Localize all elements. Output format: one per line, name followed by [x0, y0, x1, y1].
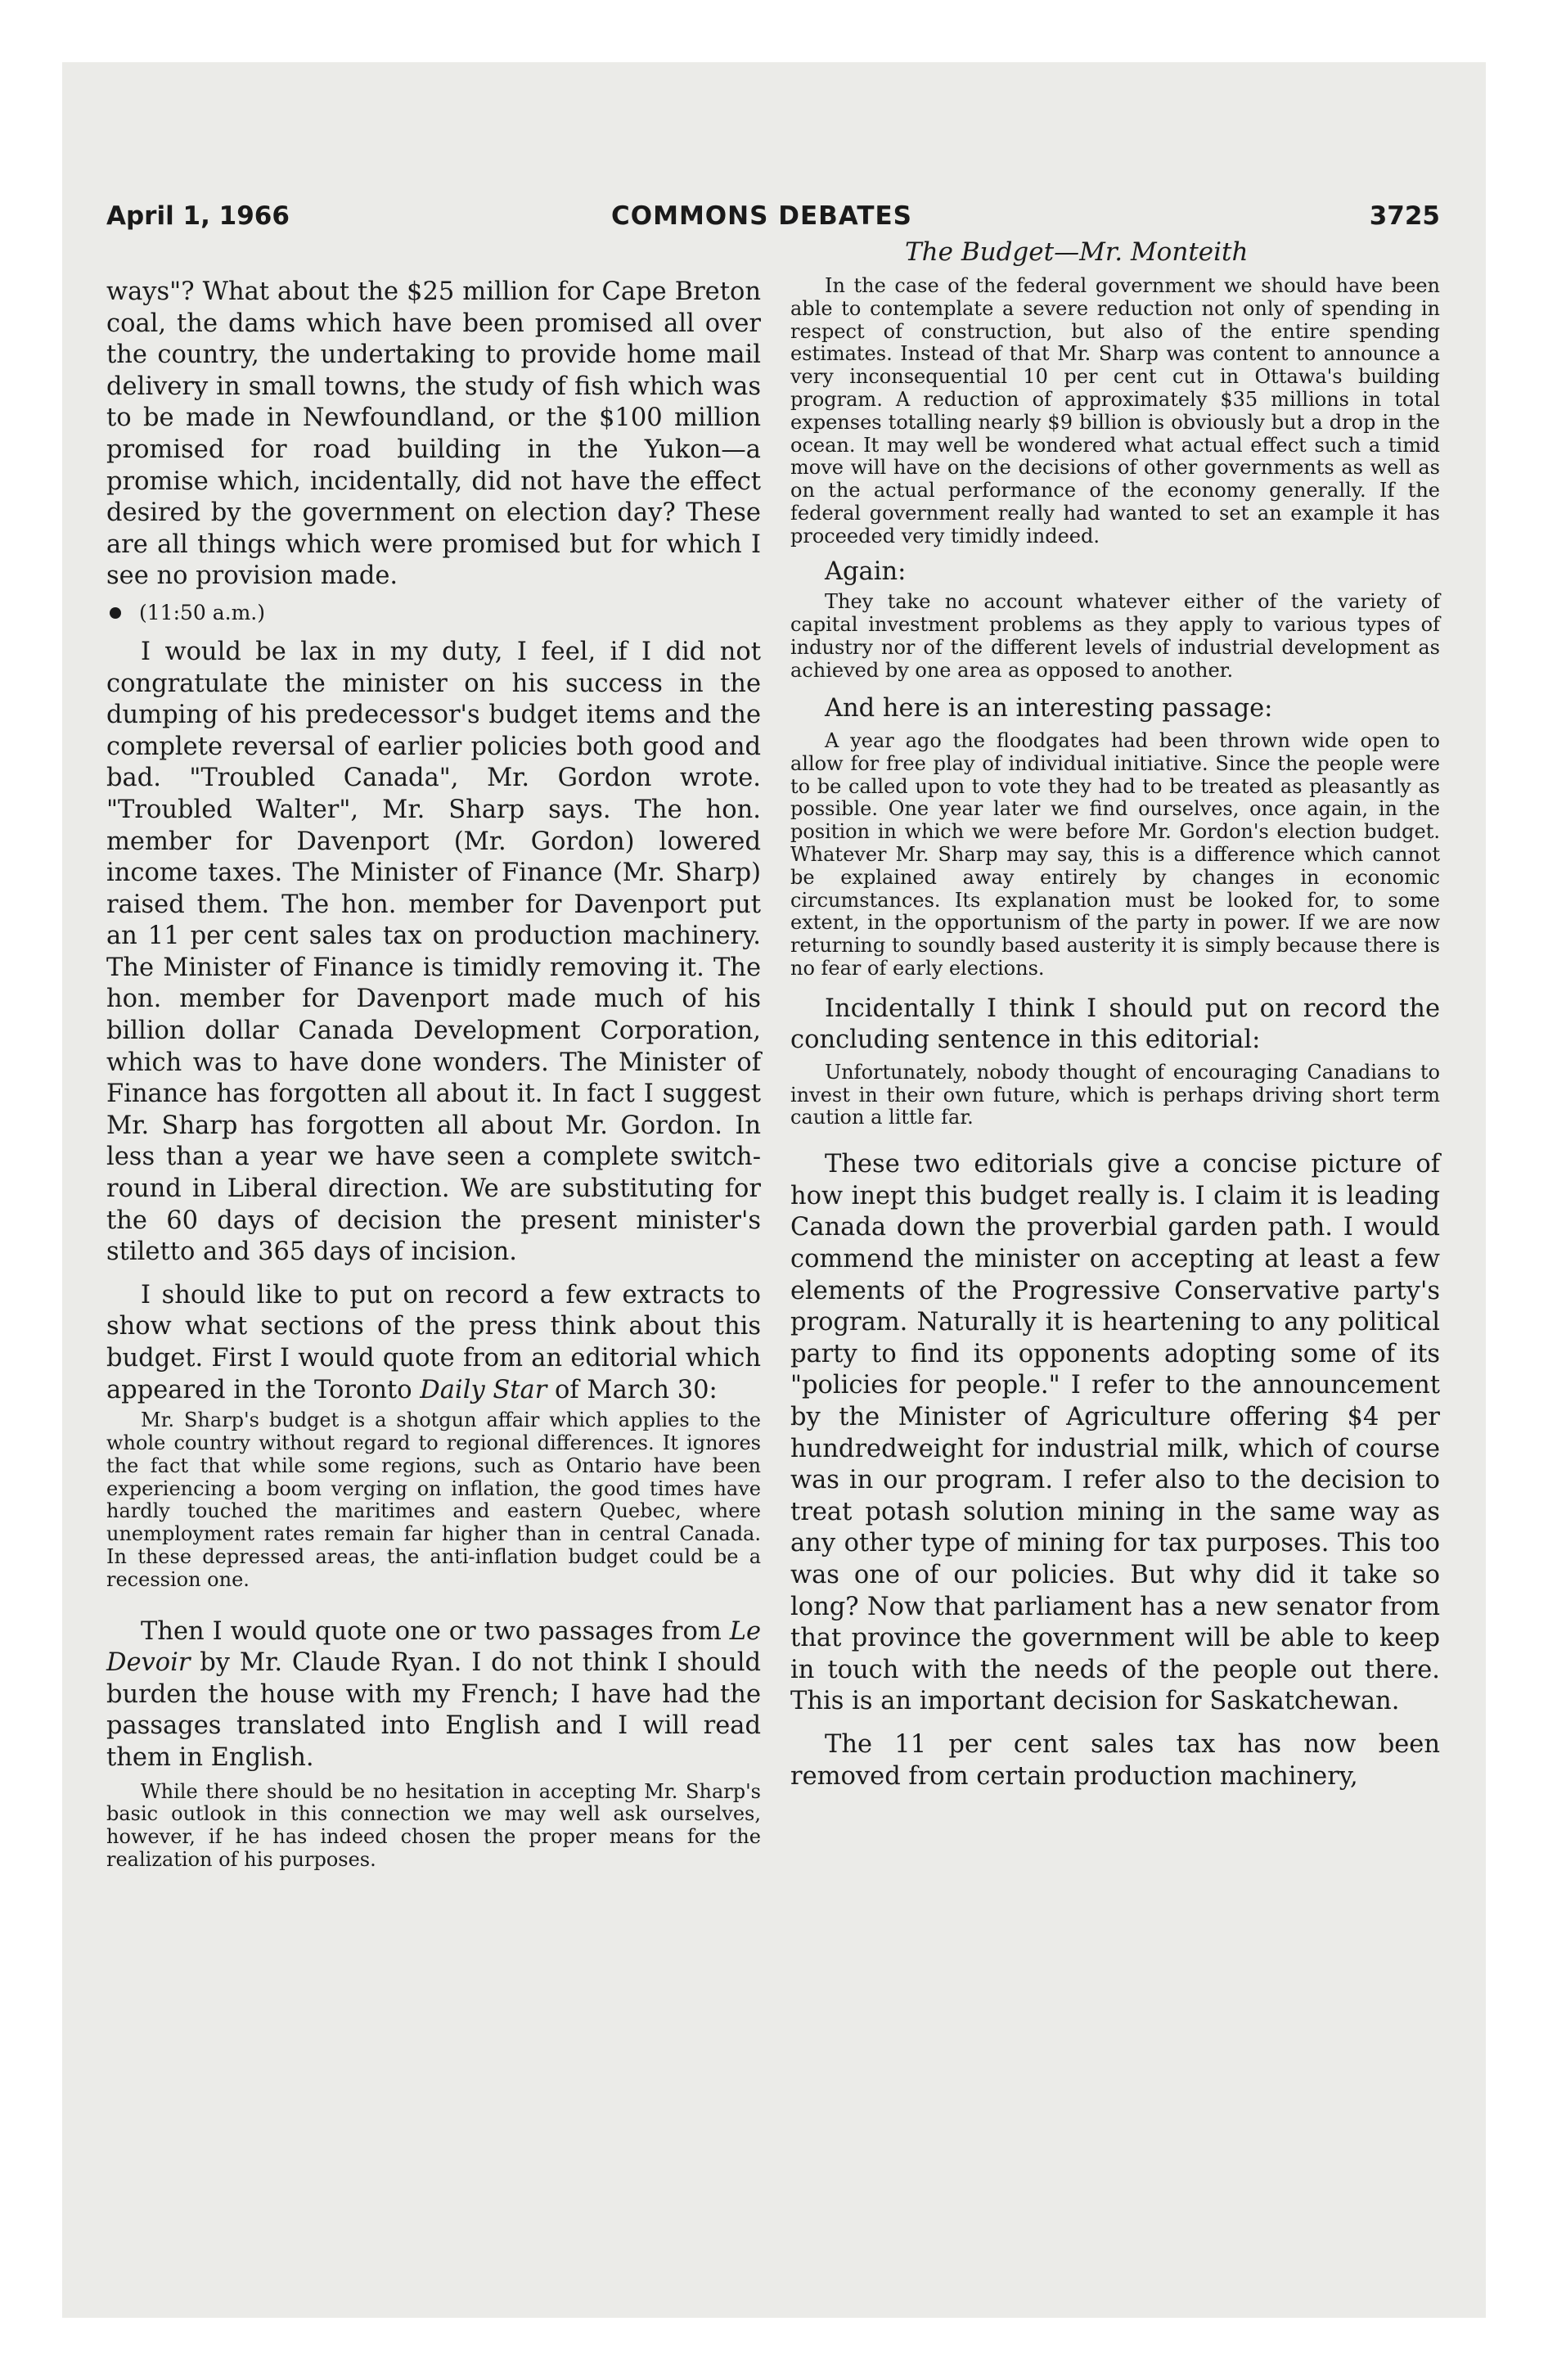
- paragraph: And here is an interesting passage:: [825, 694, 1273, 723]
- header-title: COMMONS DEBATES: [611, 201, 912, 231]
- section-heading: The Budget—Mr. Monteith: [905, 237, 1249, 267]
- left-column: [106, 277, 761, 1872]
- right-column: [790, 275, 1440, 1792]
- paragraph: [106, 1616, 761, 1774]
- block-quote: Mr. Sharp's budget is a shotgun affair which applies to the whole country without regard to regional differences. It ignores the fact that while some regions, such as Ontario have been experiencing a boom verging on inflation, the good times have hardly touched the maritimes and eastern Quebec, where unemployment rates remain far higher than in central Canada. In these depressed areas, the anti-inflation budget could be a recession one.: [106, 1409, 761, 1591]
- paragraph-text: of March 30:: [547, 1375, 718, 1404]
- paragraph: I would be lax in my duty, I feel, if I did not congratulate the minister on his success in the dumping of his predecessor's budget items and the complete reversal of earlier policies both good and bad. "Troubled Canada", Mr. Gordon wrote. "Troubled Walter", Mr. Sharp says. The hon. member for Davenport (Mr. Gordon) lowered income taxes. The Minister of Finance (Mr. Sharp) raised them. The hon. member for Davenport put an 11 per cent sales tax on production machinery. The Minister of Finance is timidly removing it. The hon. member for Davenport made much of his billion dollar Canada Development Corporation, which was to have done wonders. The Minister of Finance has forgotten all about it. In fact I suggest Mr. Sharp has forgotten all about Mr. Gordon. In less than a year we have seen a complete switch-round in Liberal direction. We are substituting for the 60 days of decision the present minister's stiletto and 365 days of incision.: [106, 637, 761, 1267]
- paragraph: The 11 per cent sales tax has now been removed from certain production machinery,: [790, 1729, 1440, 1791]
- paragraph: Incidentally I think I should put on record the concluding sentence in this editorial:: [790, 994, 1440, 1055]
- paragraph-text: Then I would quote one or two passages from: [141, 1616, 730, 1646]
- block-quote: They take no account whatever either of the variety of capital investment problems as they apply to various types of industry nor of the different levels of industrial development as achieved by one area as opposed to another.: [790, 590, 1440, 682]
- publication-name: Le Devoir: [106, 1616, 761, 1678]
- paragraph: ways"? What about the $25 million for Cape Breton coal, the dams which have been promised all over the country, the undertaking to provide home mail delivery in small towns, the study of fish which was to be made in Newfoundland, or the $100 million promised for road building in the Yukon—a promise which, incidentally, did not have the effect desired by the government on election day? These are all things which were promised but for which I see no provision made.: [106, 277, 761, 591]
- paragraph: These two editorials give a concise picture of how inept this budget really is. I claim it is leading Canada down the proverbial garden path. I would commend the minister on accepting at least a few elements of the Progressive Conservative party's program. Naturally it is heartening to any political party to find its opponents adopting some of its "policies for people." I refer to the announcement by the Minister of Agriculture offering $4 per hundredweight for industrial milk, which of course was in our program. I refer also to the decision to treat potash solution mining in the same way as any other type of mining for tax purposes. This too was one of our policies. But why did it take so long? Now that parliament has a new senator from that province the government will be able to keep in touch with the needs of the people out there. This is an important decision for Saskatchewan.: [790, 1150, 1440, 1716]
- paragraph: Again:: [825, 557, 907, 586]
- paragraph-text: I should like to put on record a few extracts to show what sections of the press think about this budget. First I would quote from an editorial which appeared in the Toronto: [106, 1280, 761, 1404]
- bullet-icon: [110, 607, 121, 619]
- page-number: 3725: [1369, 201, 1440, 231]
- page-header: [106, 201, 1440, 237]
- paragraph: [106, 1280, 761, 1406]
- block-quote: Unfortunately, nobody thought of encouraging Canadians to invest in their own future, which is perhaps driving short term caution a little far.: [790, 1060, 1440, 1129]
- timestamp-text: (11:50 a.m.): [139, 600, 266, 624]
- timestamp: [106, 601, 761, 625]
- paragraph-text: by Mr. Claude Ryan. I do not think I should burden the house with my French; I have had the passages translated into English and I will read them in English.: [106, 1648, 761, 1772]
- block-quote: A year ago the floodgates had been thrown wide open to allow for free play of individual initiative. Since the people were to be called upon to vote they had to be treated as pleasantly as possible. One year later we find ourselves, once again, in the position in which we were before Mr. Gordon's election budget. Whatever Mr. Sharp may say, this is a difference which cannot be explained away entirely by changes in economic circumstances. Its explanation must be looked for, to some extent, in the opportunism of the party in power. If we are now returning to soundly based austerity it is simply because there is no fear of early elections.: [790, 728, 1440, 980]
- header-date: April 1, 1966: [106, 201, 290, 231]
- block-quote: In the case of the federal government we should have been able to contemplate a severe reduction not only of spending in respect of construction, but also of the entire spending estimates. Instead of that Mr. Sharp was content to announce a very inconsequential 10 per cent cut in Ottawa's building program. A reduction of approximately $35 millions in total expenses totalling nearly $9 billion is obviously but a drop in the ocean. It may well be wondered what actual effect such a timid move will have on the decisions of other governments as well as on the actual performance of the economy generally. If the federal government really had wanted to set an example it has proceeded very timidly indeed.: [790, 274, 1440, 548]
- publication-name: Daily Star: [420, 1375, 547, 1404]
- block-quote: While there should be no hesitation in accepting Mr. Sharp's basic outlook in this connection we may well ask ourselves, however, if he has indeed chosen the proper means for the realization of his purposes.: [106, 1779, 761, 1871]
